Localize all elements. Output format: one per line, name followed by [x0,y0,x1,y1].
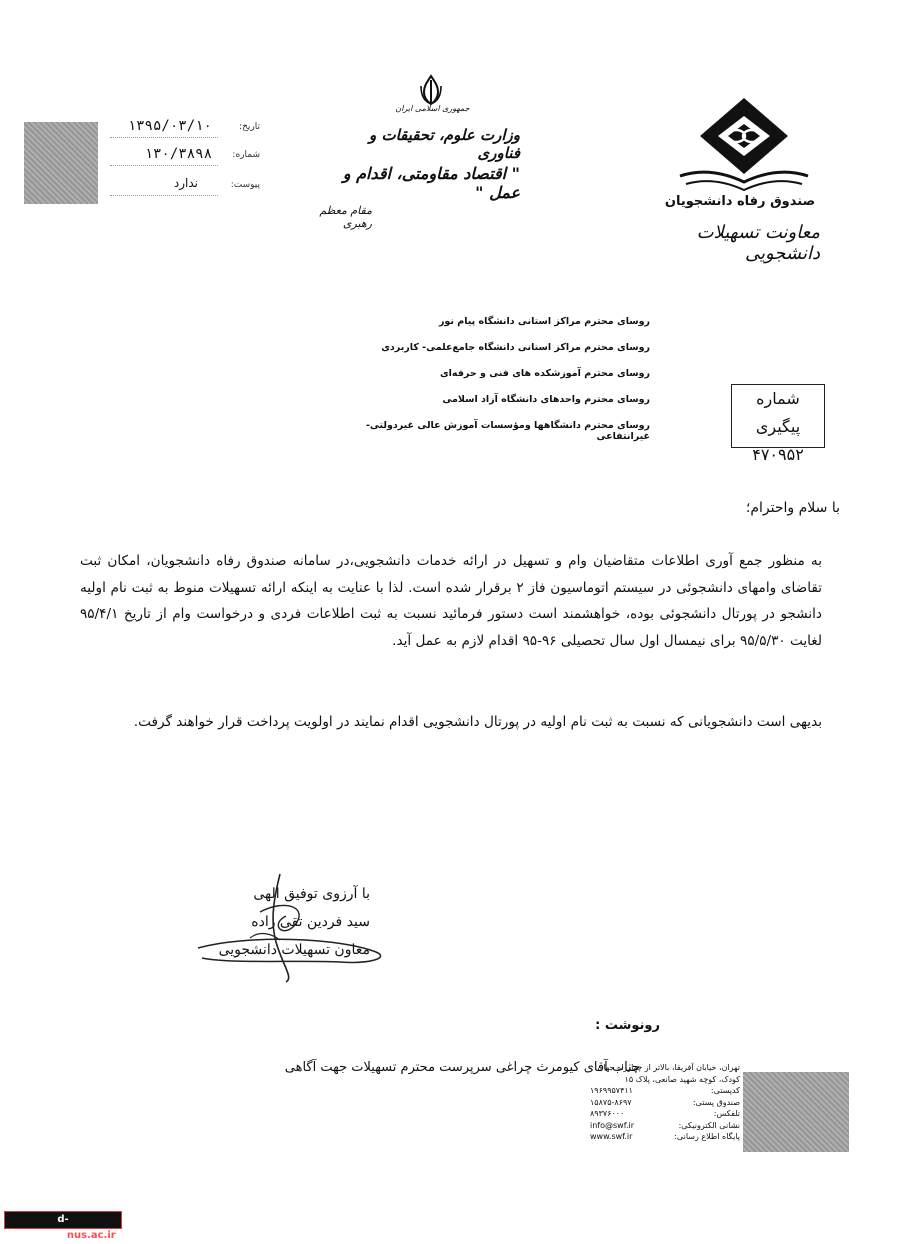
number-label: شماره: [232,150,260,160]
site-watermark-badge[interactable]: d-shahrood.nus.ac.ir [4,1211,122,1229]
recipient-item: روسای محترم دانشگاهها ومؤسسات آموزش عالی غیردولتی- غیرانتفاعی [365,420,650,442]
date-value: ۱۳۹۵/۰۳/۱۰ [127,118,212,134]
handwritten-signature [190,868,400,984]
republic-caption: جمهوری اسلامی ایران [395,104,470,113]
tracking-value: ۴۷۰۹۵۲ [752,445,804,464]
cc-label: رونوشت : [595,1018,660,1033]
tracking-number-box [731,384,825,464]
recipient-list [340,316,650,446]
gray-stamp-top [24,122,98,204]
number-value: ۱۳۰/۳۸۹۸ [144,146,212,162]
tracking-label: شماره پیگیری [755,389,801,436]
footer-postal-row: کدپستی: ۱۹۶۹۹۵۷۴۱۱ [590,1086,740,1095]
footer-address: تهران، خیابان آفریقا، بالاتر از چهارراه جهان کودک، کوچه شهید صانعی، پلاک ۱۵ [597,1063,740,1084]
footer-phone-row: تلفکس: ۸۹۳۷۶۰۰۰ [590,1109,740,1118]
recipient-item: روسای محترم مراکز استانی دانشگاه جامع‌علمی- کاربردی [381,342,650,353]
ministry-name: وزارت علوم، تحقیقات و فناوری [369,126,520,162]
attachment-value: ندارد [173,176,198,190]
attachment-row [100,176,260,198]
year-slogan: " اقتصاد مقاومتی، اقدام و عمل " [342,164,520,202]
number-row [100,146,260,168]
body-paragraph-2: بدیهی است دانشجویانی که نسبت به ثبت نام اولیه در پورتال دانشجویی اقدام نمایند در اولویت پرداخت قرار خواهند گرفت. [133,714,822,730]
body-paragraph-1: به منظور جمع آوری اطلاعات متقاضیان وام و تسهیل در ارائه خدمات دانشجویی،در سامانه صندوق رفاه دانشجویان، امکان ثبت تقاضای وامهای دانشجوئی در سیستم اتوماسیون فاز ۲ برقرار شده است. لذا با عنایت به اینکه ارائه تسهیلات منوط به ثبت نام اولیه دانشجو در پورتال دانشجوئی بوده، خواهشمند است دستور فرمائید نسبت به ثبت اطلاعات فردی و درخواست وام از تاریخ ۹۵/۴/۱ لغایت ۹۵/۵/۳۰ برای نیمسال اول سال تحصیلی ۹۶-۹۵ اقدام لازم به عمل آید. [80,553,822,649]
iran-emblem-icon [418,74,444,106]
gray-stamp-bottom [743,1072,849,1152]
recipient-item: روسای محترم آموزشکده های فنی و حرفه‌ای [439,368,650,379]
footer-email-link[interactable]: info@swf.ir [590,1120,635,1130]
slogan-attribution: مقام معظم رهبری [319,204,372,230]
fund-name: صندوق رفاه دانشجویان [664,194,816,209]
signer-title: معاون تسهیلات دانشجویی [218,942,370,958]
footer-pobox-row: صندوق پستی: ۱۵۸۷۵-۸۶۹۷ [590,1097,740,1107]
footer-email-row: نشانی الکترونیکی: info@swf.ir [590,1120,740,1130]
footer-web-link[interactable]: www.swf.ir [590,1132,633,1141]
date-label: تاریخ: [239,122,260,132]
attachment-label: پیوست: [230,180,260,190]
student-welfare-fund-logo [676,96,812,194]
date-row [100,118,260,140]
footer-contact [590,1062,740,1143]
cc-recipient: جناب آقای کیومرث چراغی سرپرست محترم تسهیلات جهت آگاهی [284,1060,640,1075]
signer-name: سید فردین تقی زاده [251,914,370,930]
recipient-item: روسای محترم مراکز استانی دانشگاه پیام نور [438,316,650,327]
footer-web-row: پایگاه اطلاع رسانی: www.swf.ir [590,1132,740,1141]
recipient-item: روسای محترم واحدهای دانشگاه آزاد اسلامی [442,394,650,405]
greeting: با سلام واحترام؛ [745,500,840,516]
deputy-name: معاونت تسهیلات دانشجویی [696,222,820,264]
closing-wish: با آرزوی توفیق الهی [253,886,370,902]
